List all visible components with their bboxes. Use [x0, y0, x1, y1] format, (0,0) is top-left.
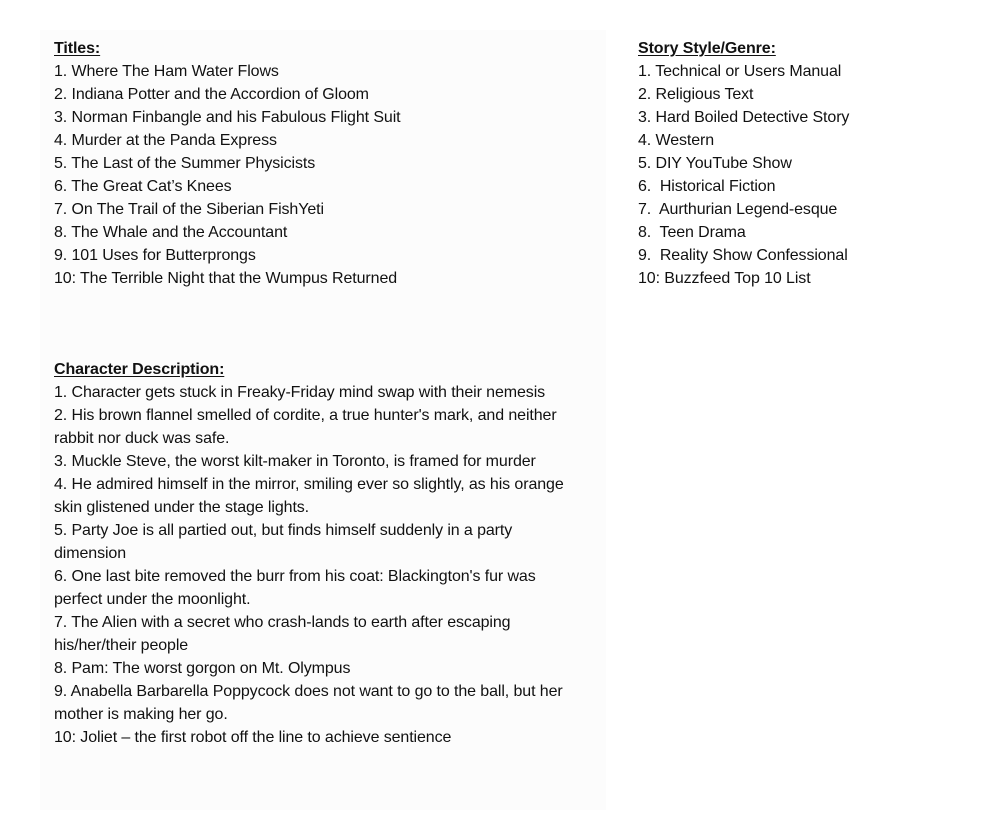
- character-item: 7. The Alien with a secret who crash-lands to earth after escaping his/her/their people: [54, 614, 511, 654]
- title-item: 4. Murder at the Panda Express: [54, 132, 277, 149]
- title-item: 3. Norman Finbangle and his Fabulous Flight Suit: [54, 109, 401, 126]
- titles-heading: Titles:: [54, 40, 101, 57]
- titles-section: [54, 37, 554, 290]
- character-item: 1. Character gets stuck in Freaky-Friday mind swap with their nemesis: [54, 384, 546, 401]
- characters-heading: Character Description:: [54, 361, 225, 378]
- character-item: 4. He admired himself in the mirror, smiling ever so slightly, as his orange skin glistened under the stage lights.: [54, 476, 564, 516]
- character-item: 6. One last bite removed the burr from his coat: Blackington's fur was perfect under the moonlight.: [54, 568, 536, 608]
- title-item: 10: The Terrible Night that the Wumpus Returned: [54, 270, 398, 287]
- genre-item: 5. DIY YouTube Show: [638, 155, 792, 172]
- character-item: 5. Party Joe is all partied out, but finds himself suddenly in a party dimension: [54, 522, 513, 562]
- genre-item: 4. Western: [638, 132, 715, 149]
- character-item: 10: Joliet – the first robot off the line to achieve sentience: [54, 729, 452, 746]
- character-item: 9. Anabella Barbarella Poppycock does not want to go to the ball, but her mother is making her go.: [54, 683, 563, 723]
- titles-list: [54, 60, 554, 290]
- title-item: 8. The Whale and the Accountant: [54, 224, 288, 241]
- genre-item: 9. Reality Show Confessional: [638, 247, 848, 264]
- genres-section: [638, 37, 988, 290]
- title-item: 9. 101 Uses for Butterprongs: [54, 247, 256, 264]
- character-item: 8. Pam: The worst gorgon on Mt. Olympus: [54, 660, 351, 677]
- genre-item: 7. Aurthurian Legend-esque: [638, 201, 838, 218]
- character-item: 2. His brown flannel smelled of cordite, a true hunter's mark, and neither rabbit nor duck was safe.: [54, 407, 557, 447]
- title-item: 2. Indiana Potter and the Accordion of Gloom: [54, 86, 369, 103]
- character-item: 3. Muckle Steve, the worst kilt-maker in Toronto, is framed for murder: [54, 453, 536, 470]
- genre-item: 2. Religious Text: [638, 86, 754, 103]
- genre-item: 3. Hard Boiled Detective Story: [638, 109, 850, 126]
- genre-item: 8. Teen Drama: [638, 224, 746, 241]
- title-item: 1. Where The Ham Water Flows: [54, 63, 279, 80]
- characters-section: [54, 358, 564, 749]
- genre-item: 1. Technical or Users Manual: [638, 63, 842, 80]
- title-item: 7. On The Trail of the Siberian FishYeti: [54, 201, 324, 218]
- genres-list: [638, 60, 988, 290]
- genres-heading: Story Style/Genre:: [638, 40, 776, 57]
- genre-item: 6. Historical Fiction: [638, 178, 776, 195]
- title-item: 6. The Great Cat’s Knees: [54, 178, 232, 195]
- genre-item: 10: Buzzfeed Top 10 List: [638, 270, 811, 287]
- title-item: 5. The Last of the Summer Physicists: [54, 155, 316, 172]
- characters-list: [54, 381, 564, 749]
